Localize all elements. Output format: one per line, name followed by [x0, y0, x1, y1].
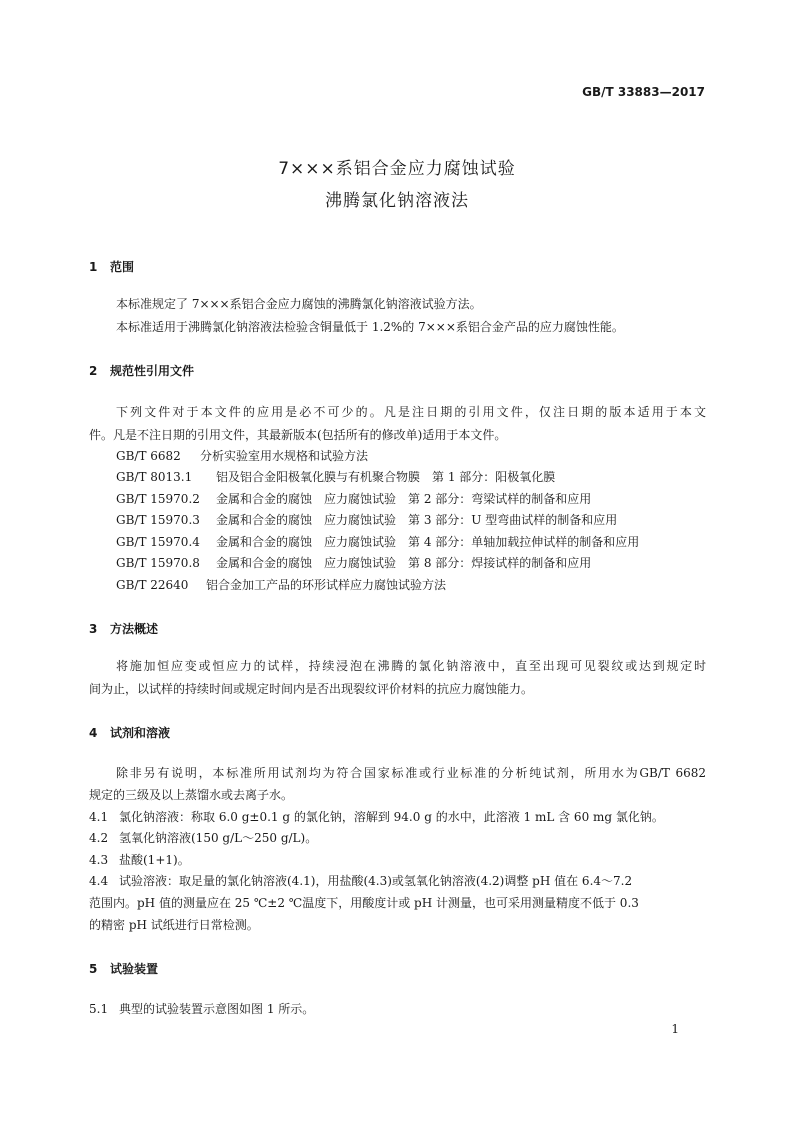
section-heading-3 — [89, 620, 158, 637]
reference-code: GB/T 15970.8 — [116, 556, 200, 570]
reference-item — [116, 555, 591, 571]
paragraph: 除非另有说明，本标准所用试剂均为符合国家标准或行业标准的分析纯试剂，所用水为GB/T 6682 — [116, 766, 706, 780]
reference-title: 分析实验室用水规格和试验方法 — [200, 449, 369, 463]
paragraph: 的精密 pH 试纸进行日常检测。 — [89, 918, 259, 932]
clause-number: 4.1 — [89, 810, 109, 824]
page-number: 1 — [671, 1022, 679, 1036]
reference-item — [116, 512, 617, 528]
section-heading-4 — [89, 724, 170, 741]
document-subtitle: 沸腾氯化钠溶液法 — [325, 191, 469, 211]
paragraph: 本标准规定了 7×××系铝合金应力腐蚀的沸腾氯化钠溶液试验方法。 — [116, 297, 482, 311]
reference-code: GB/T 15970.3 — [116, 513, 200, 527]
reference-code: GB/T 15970.4 — [116, 535, 200, 549]
section-number: 4 — [89, 726, 98, 740]
clause-text: 盐酸(1+1)。 — [119, 853, 190, 867]
reference-item — [116, 448, 368, 464]
paragraph: 件。凡是不注日期的引用文件，其最新版本(包括所有的修改单)适用于本文件。 — [89, 428, 507, 442]
reference-code: GB/T 6682 — [116, 449, 181, 463]
reference-code: GB/T 22640 — [116, 578, 189, 592]
reference-title: 金属和合金的腐蚀 应力腐蚀试验 第 8 部分：焊接试样的制备和应用 — [216, 556, 592, 570]
reference-title: 铝合金加工产品的环形试样应力腐蚀试验方法 — [206, 578, 447, 592]
clause-item — [89, 830, 317, 846]
clause-number: 4.2 — [89, 831, 109, 845]
section-heading-5 — [89, 960, 158, 977]
reference-item — [116, 577, 446, 593]
clause-item — [89, 1001, 314, 1017]
paragraph: 规定的三级及以上蒸馏水或去离子水。 — [89, 788, 294, 802]
reference-title: 金属和合金的腐蚀 应力腐蚀试验 第 3 部分：U 型弯曲试样的制备和应用 — [216, 513, 618, 527]
paragraph: 将施加恒应变或恒应力的试样，持续浸泡在沸腾的氯化钠溶液中，直至出现可见裂纹或达到规定时 — [116, 659, 706, 673]
standard-number: GB/T 33883—2017 — [582, 85, 705, 99]
section-number: 3 — [89, 622, 98, 636]
reference-item — [116, 491, 591, 507]
section-number: 2 — [89, 364, 98, 378]
clause-text: 氢氧化钠溶液(150 g/L～250 g/L)。 — [119, 831, 318, 845]
document-title: 7×××系铝合金应力腐蚀试验 — [278, 159, 516, 179]
paragraph: 间为止，以试样的持续时间或规定时间内是否出现裂纹评价材料的抗应力腐蚀能力。 — [89, 682, 534, 696]
clause-text: 氯化钠溶液：称取 6.0 g±0.1 g 的氯化钠，溶解到 94.0 g 的水中，此溶液 1 mL 含 60 mg 氯化钠。 — [119, 810, 664, 824]
clause-text: 试验溶液：取足量的氯化钠溶液(4.1)，用盐酸(4.3)或氢氧化钠溶液(4.2)调整 pH 值在 6.4～7.2 — [119, 874, 633, 888]
section-title: 范围 — [110, 260, 135, 274]
reference-code: GB/T 15970.2 — [116, 492, 200, 506]
paragraph: 范围内。pH 值的测量应在 25 ℃±2 ℃温度下，用酸度计或 pH 计测量，也可采用测量精度不低于 0.3 — [89, 896, 639, 910]
reference-title: 金属和合金的腐蚀 应力腐蚀试验 第 2 部分：弯梁试样的制备和应用 — [216, 492, 592, 506]
clause-number: 4.3 — [89, 853, 109, 867]
paragraph: 下列文件对于本文件的应用是必不可少的。凡是注日期的引用文件，仅注日期的版本适用于本文 — [116, 405, 706, 419]
clause-text: 典型的试验装置示意图如图 1 所示。 — [119, 1002, 315, 1016]
section-title: 方法概述 — [110, 622, 159, 636]
clause-item — [89, 873, 632, 889]
clause-number: 5.1 — [89, 1002, 109, 1016]
reference-item — [116, 534, 639, 550]
section-title: 试剂和溶液 — [110, 726, 171, 740]
clause-item — [89, 809, 664, 825]
reference-title: 铝及铝合金阳极氧化膜与有机聚合物膜 第 1 部分：阳极氧化膜 — [216, 470, 556, 484]
section-title: 规范性引用文件 — [110, 364, 195, 378]
section-title: 试验装置 — [110, 962, 159, 976]
clause-number: 4.4 — [89, 874, 109, 888]
reference-item — [116, 469, 555, 485]
reference-title: 金属和合金的腐蚀 应力腐蚀试验 第 4 部分：单轴加载拉伸试样的制备和应用 — [216, 535, 640, 549]
section-heading-1 — [89, 258, 134, 275]
section-number: 1 — [89, 260, 98, 274]
reference-code: GB/T 8013.1 — [116, 470, 193, 484]
section-number: 5 — [89, 962, 98, 976]
paragraph: 本标准适用于沸腾氯化钠溶液法检验含铜量低于 1.2%的 7×××系铝合金产品的应力腐蚀性能。 — [116, 320, 624, 334]
clause-item — [89, 852, 190, 868]
section-heading-2 — [89, 362, 194, 379]
